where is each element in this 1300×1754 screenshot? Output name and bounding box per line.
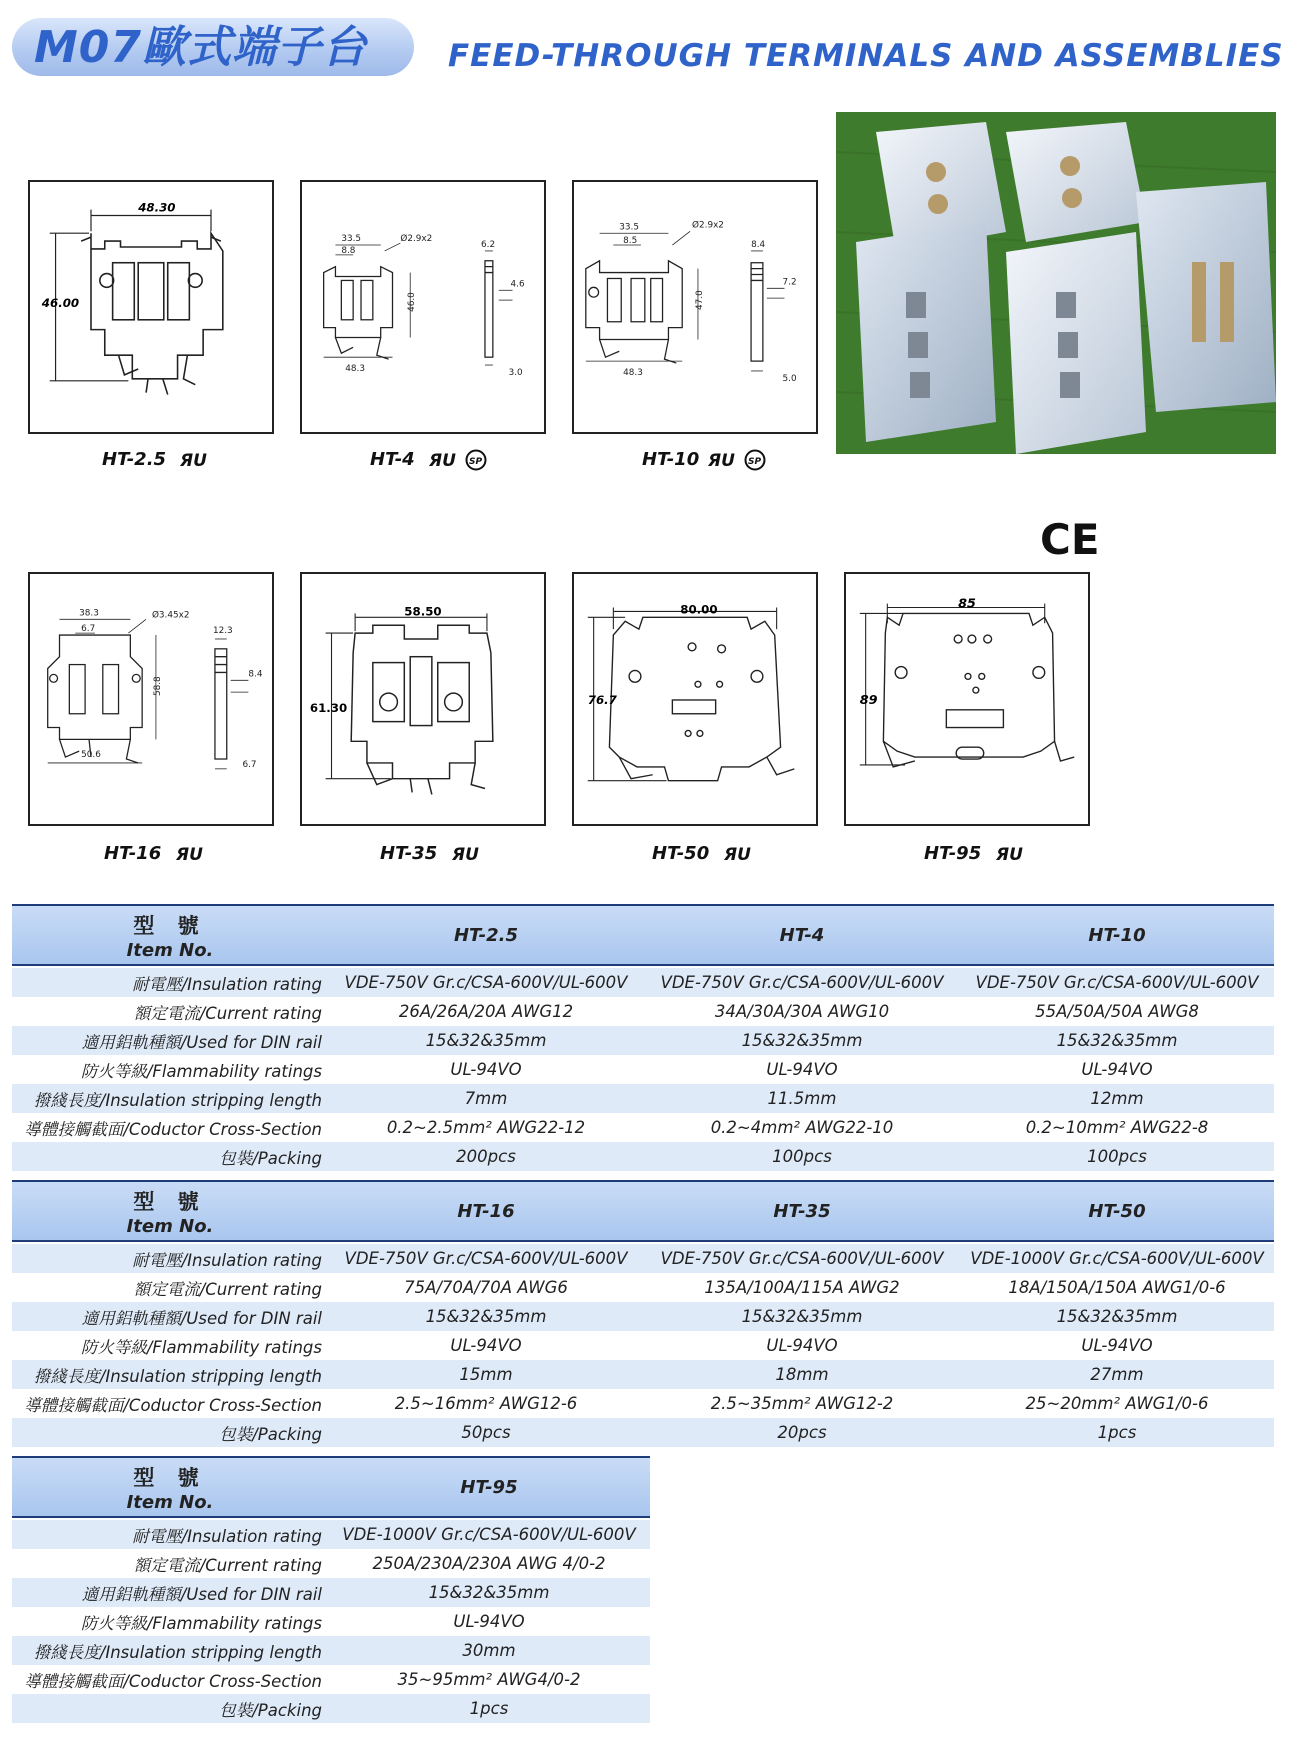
item-header [12, 1181, 328, 1241]
svg-text:SP: SP [469, 457, 483, 467]
dim-label: Ø3.45x2 [151, 610, 190, 621]
item-header [12, 1457, 328, 1517]
row-label: 適用鋁軌種額/Used for DIN rail [12, 1026, 328, 1055]
table-cell: 0.2~2.5mm² AWG22-12 [328, 1113, 644, 1142]
model-header: HT-10 [960, 905, 1274, 965]
dim-label: Ø2.9x2 [400, 234, 433, 245]
row-label: 耐電壓/Insulation rating [12, 968, 328, 997]
svg-text:SP: SP [747, 457, 761, 467]
table-row [12, 1520, 650, 1549]
item-header-en: Item No. [126, 939, 214, 961]
svg-text:ЯU: ЯU [180, 451, 208, 471]
caption-ht-35 [380, 840, 482, 868]
table-row [12, 1694, 650, 1723]
model-label: HT-10 [642, 449, 700, 470]
table-cell: UL-94VO [644, 1331, 960, 1360]
dim-label: 8.4 [751, 239, 766, 250]
dim-label: 89 [859, 692, 878, 708]
table-cell: 0.2~10mm² AWG22-8 [960, 1113, 1274, 1142]
row-label: 包裝/Packing [12, 1418, 328, 1447]
page-subtitle: FEED-THROUGH TERMINALS AND ASSEMBLIES [448, 38, 1284, 74]
table-cell: 250A/230A/230A AWG 4/0-2 [328, 1549, 650, 1578]
table-row [12, 1665, 650, 1694]
caption-ht-10 [642, 446, 766, 474]
item-header-zh: 型 號 [133, 1465, 207, 1490]
ul-icon [996, 844, 1026, 864]
table-cell: VDE-750V Gr.c/CSA-600V/UL-600V [328, 1244, 644, 1273]
table-cell: 1pcs [328, 1694, 650, 1723]
model-label: HT-16 [104, 843, 162, 864]
table-cell: 15&32&35mm [960, 1302, 1274, 1331]
table-header-row [12, 1457, 650, 1517]
row-label: 導體接觸截面/Coductor Cross-Section [12, 1113, 328, 1142]
dim-label: 61.30 [309, 700, 348, 715]
model-label: HT-50 [652, 843, 710, 864]
dim-label: 85 [958, 596, 976, 612]
page-title: M07歐式端子台 [34, 22, 368, 73]
svg-text:ЯU: ЯU [428, 451, 456, 471]
drawing-ht-10 [572, 180, 818, 434]
dim-label: 3.0 [508, 367, 523, 378]
table-cell: 2.5~35mm² AWG12-2 [644, 1389, 960, 1418]
table-cell: 15mm [328, 1360, 644, 1389]
model-header: HT-16 [328, 1181, 644, 1241]
dim-label: 58.50 [404, 604, 442, 619]
model-header: HT-50 [960, 1181, 1274, 1241]
ul-icon [176, 844, 206, 864]
table-cell: 20pcs [644, 1418, 960, 1447]
table-cell: 18A/150A/150A AWG1/0-6 [960, 1273, 1274, 1302]
table-cell: VDE-750V Gr.c/CSA-600V/UL-600V [960, 968, 1274, 997]
table-row [12, 1026, 1274, 1055]
table-cell: UL-94VO [960, 1055, 1274, 1084]
caption-ht-4 [370, 446, 487, 474]
dim-label: 47.0 [694, 290, 705, 310]
table-row [12, 1607, 650, 1636]
svg-text:ЯU: ЯU [451, 845, 479, 865]
table-row [12, 1142, 1274, 1171]
drawing-ht-2-5 [28, 180, 274, 434]
table-cell: UL-94VO [960, 1331, 1274, 1360]
item-header [12, 905, 328, 965]
row-label: 額定電流/Current rating [12, 1273, 328, 1302]
ul-icon [724, 844, 754, 864]
dim-label: 6.7 [242, 759, 257, 770]
row-label: 防火等級/Flammability ratings [12, 1607, 328, 1636]
row-label: 包裝/Packing [12, 1142, 328, 1171]
model-label: HT-4 [370, 449, 415, 470]
table-row [12, 1331, 1274, 1360]
row-label: 防火等級/Flammability ratings [12, 1331, 328, 1360]
table-cell: 7mm [328, 1084, 644, 1113]
caption-ht-95 [924, 840, 1026, 868]
product-photo [836, 112, 1276, 454]
dim-label: 7.2 [782, 277, 797, 288]
ce-mark-icon [1040, 515, 1100, 564]
item-header-en: Item No. [126, 1215, 214, 1237]
table-cell: 15&32&35mm [328, 1578, 650, 1607]
row-label: 防火等級/Flammability ratings [12, 1055, 328, 1084]
caption-ht-2-5 [102, 446, 210, 474]
table-cell: 100pcs [644, 1142, 960, 1171]
table-row [12, 1549, 650, 1578]
table-row [12, 1636, 650, 1665]
dim-label: 8.8 [341, 245, 356, 256]
dim-label: 6.2 [481, 239, 496, 250]
table-row [12, 1113, 1274, 1142]
table-cell: VDE-1000V Gr.c/CSA-600V/UL-600V [328, 1520, 650, 1549]
dim-label: 12.3 [212, 626, 233, 637]
ul-icon [429, 450, 459, 470]
dim-label: 46.00 [41, 296, 80, 310]
table-cell: 15&32&35mm [644, 1026, 960, 1055]
model-label: HT-35 [380, 843, 438, 864]
ul-icon [708, 450, 738, 470]
csa-icon [744, 449, 766, 471]
table-row [12, 997, 1274, 1026]
row-label: 撥綫長度/Insulation stripping length [12, 1360, 328, 1389]
table-row [12, 1389, 1274, 1418]
svg-text:ЯU: ЯU [723, 845, 751, 865]
table-row [12, 1418, 1274, 1447]
table-cell: 30mm [328, 1636, 650, 1665]
csa-icon [465, 449, 487, 471]
table-cell: VDE-1000V Gr.c/CSA-600V/UL-600V [960, 1244, 1274, 1273]
table-cell: UL-94VO [328, 1331, 644, 1360]
svg-text:ЯU: ЯU [707, 451, 735, 471]
table-cell: UL-94VO [328, 1055, 644, 1084]
row-label: 適用鋁軌種額/Used for DIN rail [12, 1578, 328, 1607]
table-cell: 15&32&35mm [328, 1026, 644, 1055]
table-cell: 100pcs [960, 1142, 1274, 1171]
ul-icon [452, 844, 482, 864]
dim-label: 48.3 [623, 367, 643, 378]
dim-label: 8.5 [623, 236, 638, 247]
table-cell: 35~95mm² AWG4/0-2 [328, 1665, 650, 1694]
table-cell: 12mm [960, 1084, 1274, 1113]
table-header-row [12, 1181, 1274, 1241]
item-header-zh: 型 號 [133, 1189, 207, 1214]
table-cell: UL-94VO [644, 1055, 960, 1084]
row-label: 耐電壓/Insulation rating [12, 1520, 328, 1549]
ul-icon [180, 450, 210, 470]
model-header: HT-4 [644, 905, 960, 965]
dim-label: 46.0 [407, 292, 418, 312]
model-label: HT-95 [924, 843, 982, 864]
model-label: HT-2.5 [102, 449, 167, 470]
model-header: HT-35 [644, 1181, 960, 1241]
table-cell: 27mm [960, 1360, 1274, 1389]
dim-label: 50.6 [81, 750, 101, 761]
table-cell: 15&32&35mm [960, 1026, 1274, 1055]
table-cell: 55A/50A/50A AWG8 [960, 997, 1274, 1026]
drawing-ht-50 [572, 572, 818, 826]
table-row [12, 1055, 1274, 1084]
table-cell: VDE-750V Gr.c/CSA-600V/UL-600V [328, 968, 644, 997]
model-header: HT-95 [328, 1457, 650, 1517]
table-row [12, 968, 1274, 997]
table-cell: 11.5mm [644, 1084, 960, 1113]
dim-label: 76.7 [587, 692, 617, 707]
table-cell: 15&32&35mm [328, 1302, 644, 1331]
dim-label: 80.00 [680, 602, 718, 617]
table-cell: 26A/26A/20A AWG12 [328, 997, 644, 1026]
table-header-row [12, 905, 1274, 965]
drawing-ht-4 [300, 180, 546, 434]
dim-label: 48.30 [138, 200, 176, 215]
dim-label: Ø2.9x2 [692, 220, 724, 231]
table-cell: 135A/100A/115A AWG2 [644, 1273, 960, 1302]
model-header: HT-2.5 [328, 905, 644, 965]
row-label: 包裝/Packing [12, 1694, 328, 1723]
table-row [12, 1084, 1274, 1113]
dim-label: 4.6 [510, 279, 525, 290]
table-cell: 50pcs [328, 1418, 644, 1447]
spec-table-3 [12, 1456, 650, 1723]
dim-label: 38.3 [79, 608, 99, 619]
svg-text:ЯU: ЯU [995, 845, 1023, 865]
svg-text:ЯU: ЯU [175, 845, 203, 865]
table-cell: 2.5~16mm² AWG12-6 [328, 1389, 644, 1418]
table-cell: 15&32&35mm [644, 1302, 960, 1331]
row-label: 導體接觸截面/Coductor Cross-Section [12, 1665, 328, 1694]
table-cell: VDE-750V Gr.c/CSA-600V/UL-600V [644, 968, 960, 997]
table-cell: 25~20mm² AWG1/0-6 [960, 1389, 1274, 1418]
dim-label: 33.5 [341, 234, 362, 245]
dim-label: 8.4 [248, 669, 263, 680]
dim-label: 6.7 [81, 624, 96, 635]
spec-table-2 [12, 1180, 1274, 1447]
table-row [12, 1302, 1274, 1331]
table-cell: 1pcs [960, 1418, 1274, 1447]
row-label: 撥綫長度/Insulation stripping length [12, 1084, 328, 1113]
item-header-en: Item No. [126, 1491, 214, 1513]
drawing-ht-35 [300, 572, 546, 826]
dim-label: 5.0 [782, 373, 797, 384]
row-label: 適用鋁軌種額/Used for DIN rail [12, 1302, 328, 1331]
table-cell: 18mm [644, 1360, 960, 1389]
table-row [12, 1360, 1274, 1389]
spec-table-1 [12, 904, 1274, 1171]
table-row [12, 1244, 1274, 1273]
row-label: 耐電壓/Insulation rating [12, 1244, 328, 1273]
caption-ht-50 [652, 840, 754, 868]
table-cell: 34A/30A/30A AWG10 [644, 997, 960, 1026]
table-cell: UL-94VO [328, 1607, 650, 1636]
dim-label: 58.8 [152, 676, 163, 697]
table-cell: 200pcs [328, 1142, 644, 1171]
table-row [12, 1273, 1274, 1302]
table-cell: 0.2~4mm² AWG22-10 [644, 1113, 960, 1142]
row-label: 導體接觸截面/Coductor Cross-Section [12, 1389, 328, 1418]
svg-text:CE: CE [1040, 515, 1100, 564]
item-header-zh: 型 號 [133, 913, 207, 938]
table-row [12, 1578, 650, 1607]
row-label: 額定電流/Current rating [12, 997, 328, 1026]
drawing-ht-95 [844, 572, 1090, 826]
dim-label: 33.5 [619, 222, 639, 233]
dim-label: 48.3 [345, 363, 365, 374]
table-cell: VDE-750V Gr.c/CSA-600V/UL-600V [644, 1244, 960, 1273]
caption-ht-16 [104, 840, 206, 868]
row-label: 撥綫長度/Insulation stripping length [12, 1636, 328, 1665]
row-label: 額定電流/Current rating [12, 1549, 328, 1578]
table-cell: 75A/70A/70A AWG6 [328, 1273, 644, 1302]
drawing-ht-16 [28, 572, 274, 826]
